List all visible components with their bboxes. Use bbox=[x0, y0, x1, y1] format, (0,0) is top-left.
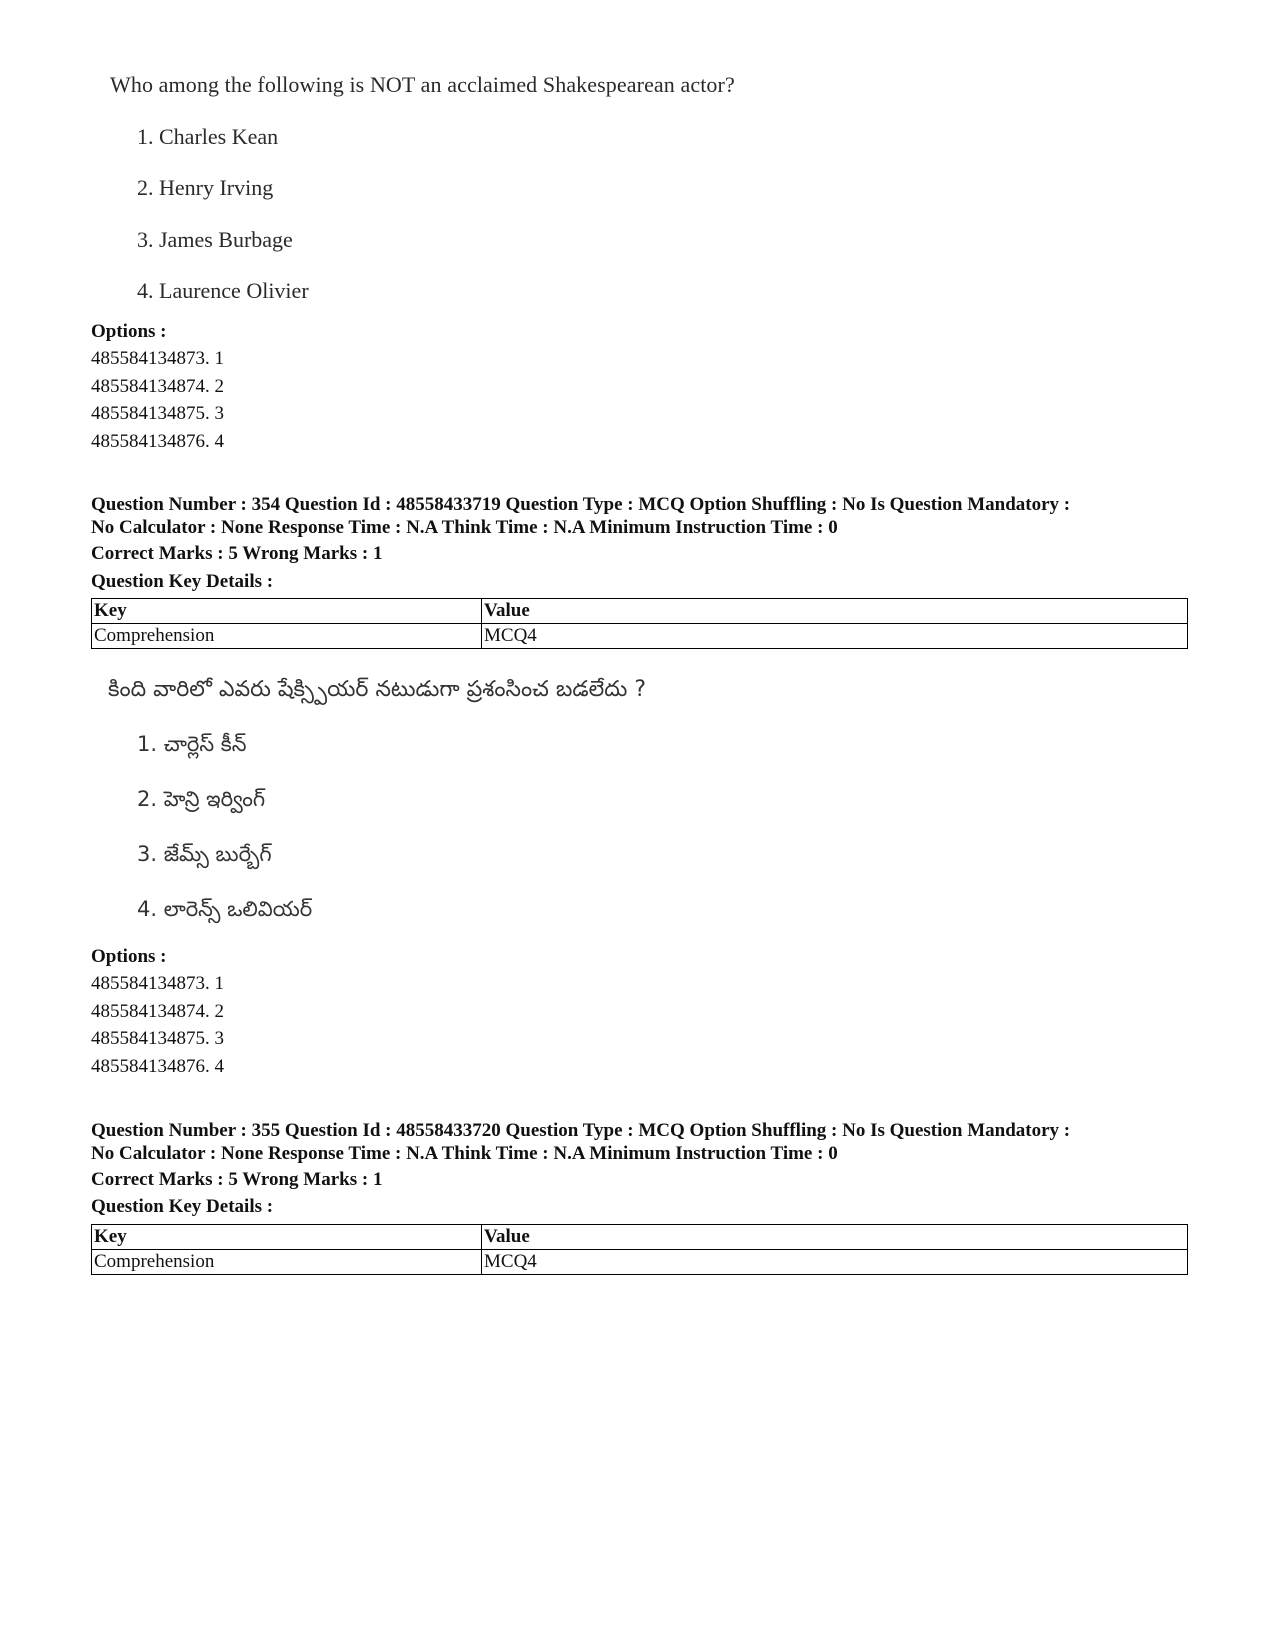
options-label: Options : bbox=[91, 946, 167, 967]
value-cell: MCQ4 bbox=[482, 1250, 1188, 1275]
option-line: 485584134873. 1 bbox=[91, 973, 224, 994]
option-line: 485584134876. 4 bbox=[91, 1056, 224, 1077]
choice-4: 4. Laurence Olivier bbox=[137, 278, 309, 303]
table-header-row bbox=[92, 1225, 1188, 1250]
key-details-label: Question Key Details : bbox=[91, 1196, 274, 1217]
meta-line-1: Question Number : 355 Question Id : 48558433720 Question Type : MCQ Option Shuffling : No Is Question Mandatory : bbox=[91, 1120, 1071, 1141]
option-line: 485584134875. 3 bbox=[91, 1028, 224, 1049]
option-line: 485584134876. 4 bbox=[91, 431, 224, 452]
question-text-telugu: కింది వారిలో ఎవరు షేక్స్పియర్ నటుడుగా ప్రశంసించ బడలేదు ? bbox=[108, 677, 647, 702]
question-meta-354 bbox=[91, 493, 1201, 539]
marks-line: Correct Marks : 5 Wrong Marks : 1 bbox=[91, 1169, 383, 1190]
question-meta-355 bbox=[91, 1119, 1201, 1165]
table-row bbox=[92, 624, 1188, 649]
option-line: 485584134873. 1 bbox=[91, 348, 224, 369]
option-line: 485584134875. 3 bbox=[91, 403, 224, 424]
choice-2: 2. హెన్రి ఇర్వింగ్ bbox=[137, 787, 266, 811]
key-details-table bbox=[91, 598, 1188, 649]
table-header-row bbox=[92, 599, 1188, 624]
key-cell: Comprehension bbox=[92, 624, 482, 649]
meta-line-2: No Calculator : None Response Time : N.A Think Time : N.A Minimum Instruction Time : 0 bbox=[91, 1143, 838, 1164]
choice-4: 4. లారెన్స్ ఒలివియర్ bbox=[137, 897, 313, 921]
value-header: Value bbox=[482, 1225, 1188, 1250]
question-text-english: Who among the following is NOT an acclaimed Shakespearean actor? bbox=[110, 72, 735, 97]
choice-3: 3. James Burbage bbox=[137, 227, 293, 252]
choice-3: 3. జేమ్స్ బుర్బేగ్ bbox=[137, 842, 272, 866]
option-line: 485584134874. 2 bbox=[91, 376, 224, 397]
options-label: Options : bbox=[91, 321, 167, 342]
key-cell: Comprehension bbox=[92, 1250, 482, 1275]
value-header: Value bbox=[482, 599, 1188, 624]
key-details-table bbox=[91, 1224, 1188, 1275]
option-line: 485584134874. 2 bbox=[91, 1001, 224, 1022]
choice-1: 1. చార్లెస్ కీన్ bbox=[137, 732, 247, 756]
value-cell: MCQ4 bbox=[482, 624, 1188, 649]
meta-line-2: No Calculator : None Response Time : N.A Think Time : N.A Minimum Instruction Time : 0 bbox=[91, 517, 838, 538]
key-details-label: Question Key Details : bbox=[91, 571, 274, 592]
key-header: Key bbox=[92, 1225, 482, 1250]
choice-1: 1. Charles Kean bbox=[137, 124, 279, 149]
table-row bbox=[92, 1250, 1188, 1275]
choice-2: 2. Henry Irving bbox=[137, 175, 274, 200]
meta-line-1: Question Number : 354 Question Id : 48558433719 Question Type : MCQ Option Shuffling : No Is Question Mandatory : bbox=[91, 494, 1071, 515]
marks-line: Correct Marks : 5 Wrong Marks : 1 bbox=[91, 543, 383, 564]
key-header: Key bbox=[92, 599, 482, 624]
